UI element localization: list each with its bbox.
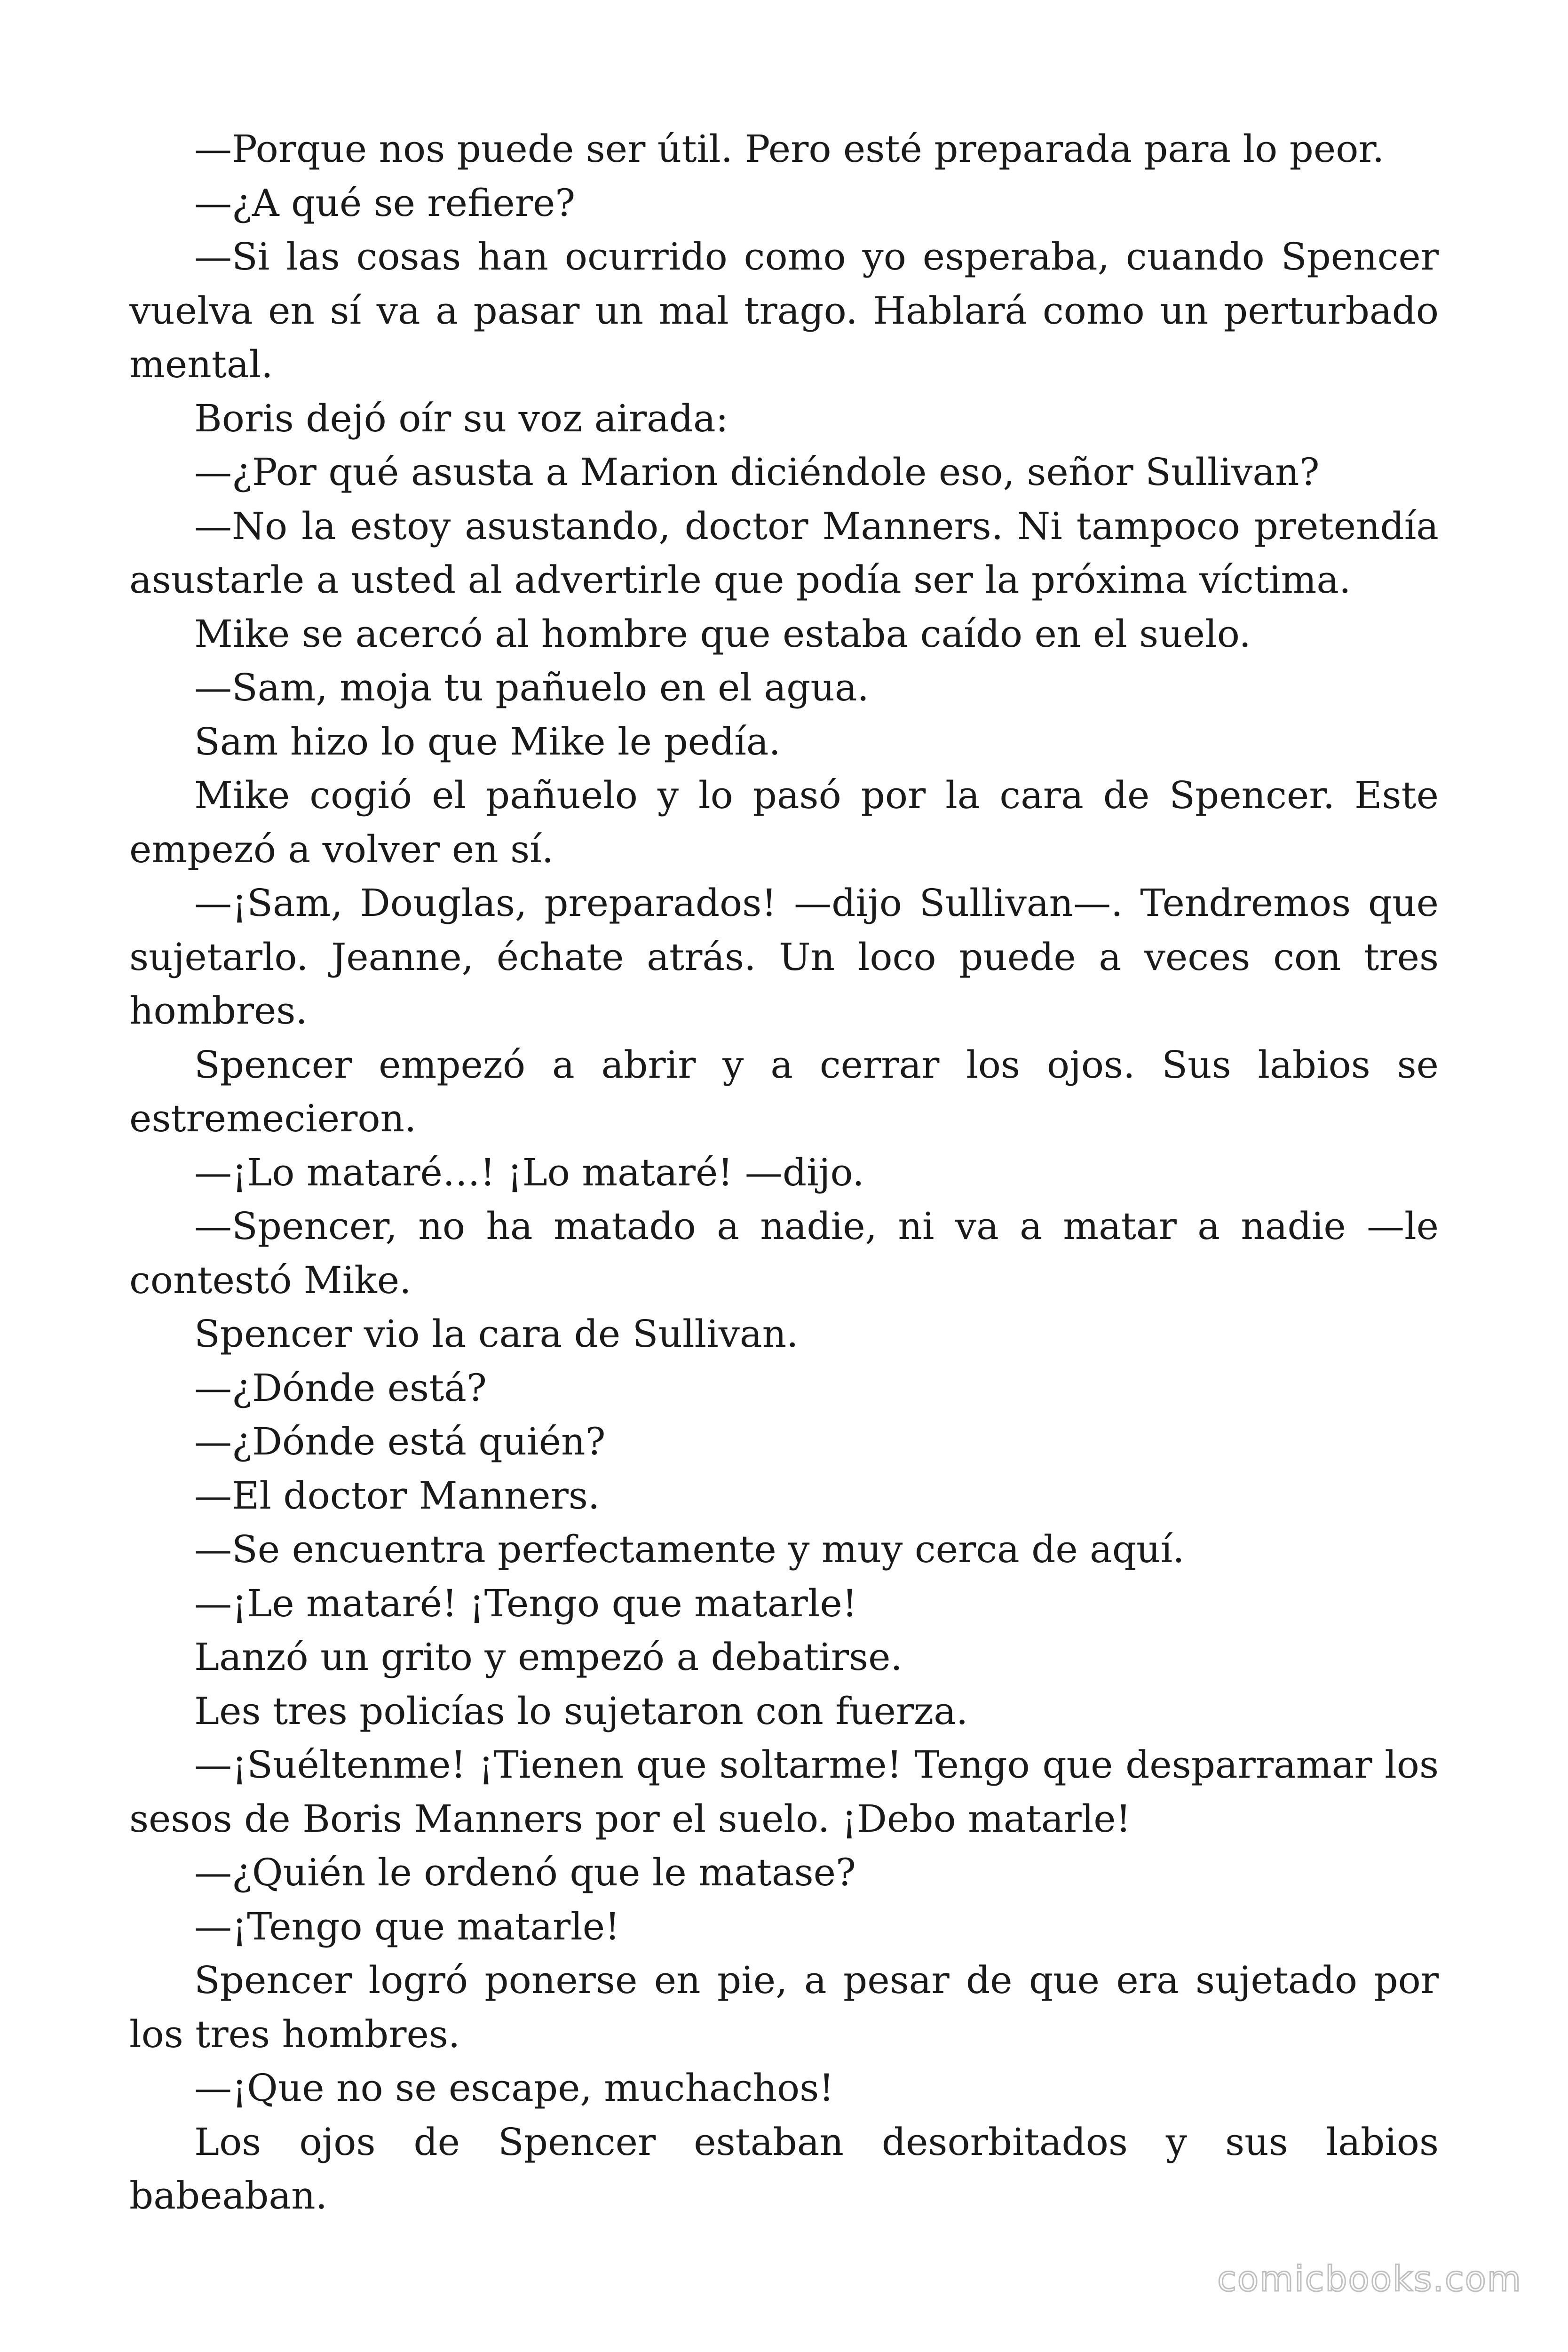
paragraph: —¿Por qué asusta a Marion diciéndole eso, señor Sullivan? [194, 450, 1320, 494]
paragraph: —¡Tengo que matarle! [194, 1904, 620, 1948]
paragraph: —¡Le mataré! ¡Tengo que matarle! [194, 1581, 857, 1625]
paragraph: Lanzó un grito y empezó a debatirse. [194, 1635, 903, 1679]
paragraph: —Se encuentra perfectamente y muy cerca de aquí. [194, 1527, 1185, 1571]
paragraph: —Sam, moja tu pañuelo en el agua. [194, 666, 869, 709]
paragraph: —Porque nos puede ser útil. Pero esté preparada para lo peor. [194, 127, 1385, 171]
paragraph: —¡Que no se escape, muchachos! [194, 2066, 834, 2110]
paragraph: —¿Quién le ordenó que le matase? [194, 1851, 856, 1894]
paragraph: Les tres policías lo sujetaron con fuerza. [194, 1689, 968, 1733]
paragraph: Boris dejó oír su voz airada: [194, 396, 729, 440]
paragraph: —Si las cosas han ocurrido como yo esperaba, cuando Spencer vuelva en sí va a pasar un mal trago. Hablará como un perturbado mental. [129, 235, 1439, 386]
paragraph: —¡Lo mataré…! ¡Lo mataré! —dijo. [194, 1150, 864, 1194]
paragraph: —¿Dónde está? [194, 1366, 487, 1410]
paragraph: Mike se acercó al hombre que estaba caído en el suelo. [194, 612, 1251, 656]
paragraph: Spencer logró ponerse en pie, a pesar de que era sujetado por los tres hombres. [129, 1958, 1439, 2056]
paragraph: —El doctor Manners. [194, 1473, 600, 1518]
paragraph: —No la estoy asustando, doctor Manners. Ni tampoco pretendía asustarle a usted al advertirle que podía ser la próxima víctima. [129, 504, 1439, 602]
paragraph: Spencer empezó a abrir y a cerrar los ojos. Sus labios se estremecieron. [129, 1042, 1439, 1140]
paragraph: —Spencer, no ha matado a nadie, ni va a matar a nadie —le contestó Mike. [129, 1204, 1439, 1302]
paragraph: Sam hizo lo que Mike le pedía. [194, 719, 781, 763]
page-body [129, 122, 1439, 2223]
paragraph: Spencer vio la cara de Sullivan. [194, 1312, 799, 1356]
paragraph: —¿A qué se refiere? [194, 181, 576, 225]
paragraph: —¿Dónde está quién? [194, 1420, 606, 1463]
paragraph: —¡Suéltenme! ¡Tienen que soltarme! Tengo que desparramar los sesos de Boris Manners por el suelo. ¡Debo matarle! [129, 1743, 1439, 1841]
paragraph: —¡Sam, Douglas, preparados! —dijo Sullivan—. Tendremos que sujetarlo. Jeanne, échate atrás. Un loco puede a veces con tres hombres. [129, 881, 1439, 1033]
paragraph: Los ojos de Spencer estaban desorbitados y sus labios babeaban. [129, 2120, 1439, 2217]
watermark: comicbooks.com [1217, 2259, 1522, 2299]
paragraph: Mike cogió el pañuelo y lo pasó por la cara de Spencer. Este empezó a volver en sí. [129, 773, 1439, 871]
